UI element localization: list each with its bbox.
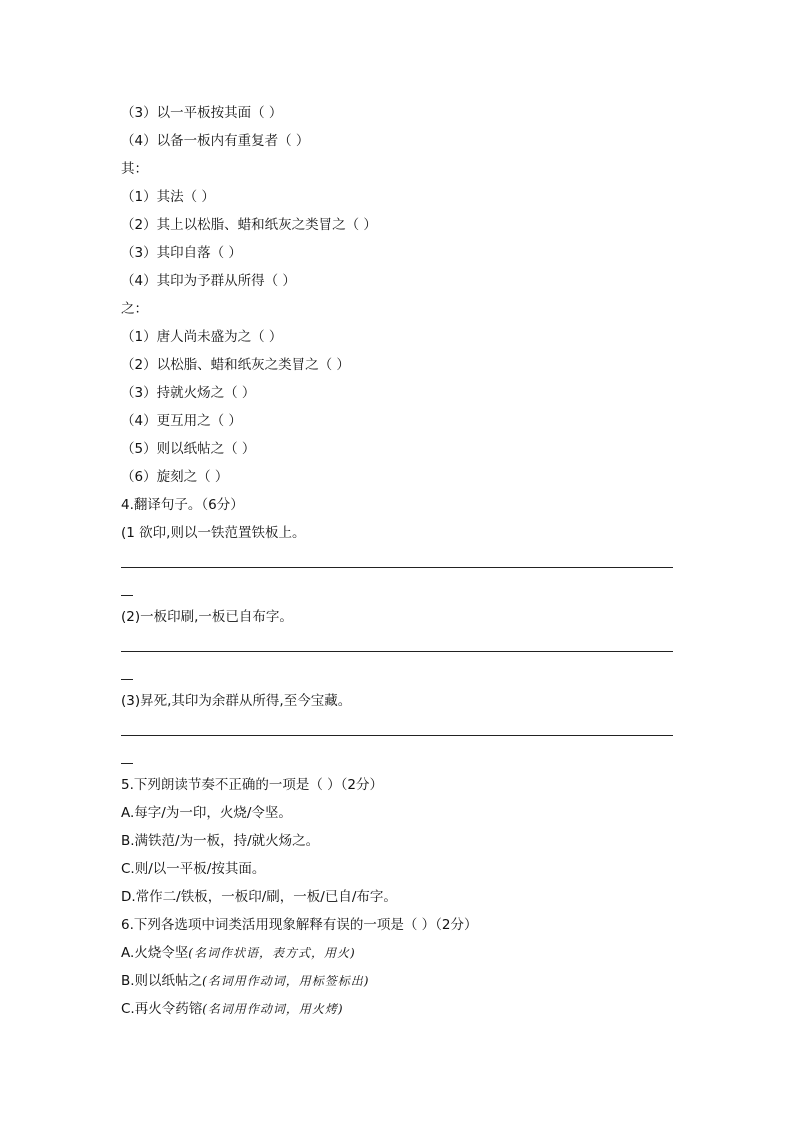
item-qi-2: （2）其上以松脂、蜡和纸灰之类冒之（ ）: [121, 217, 377, 233]
item-zhi-1: （1）唐人尚未盛为之（ ）: [121, 329, 283, 345]
heading-zhi: 之：: [121, 301, 148, 317]
item-zhi-5: （5）则以纸帖之（ ）: [121, 441, 256, 457]
q6-option-a[interactable]: [121, 944, 356, 962]
translate-sentence-1: (1 欲印,则以一铁范置铁板上。: [121, 525, 306, 541]
item-zhi-2: （2）以松脂、蜡和纸灰之类冒之（ ）: [121, 357, 350, 373]
item-yi-3: （3）以一平板按其面（ ）: [121, 105, 283, 121]
q5-option-b[interactable]: B.满铁范/为一板，持/就火炀之。: [121, 833, 320, 849]
q5-option-d[interactable]: D.常作二/铁板，一板印/刷，一板/已自/布字。: [121, 889, 397, 905]
translate-sentence-3: (3)昇死,其印为余群从所得,至今宝藏。: [121, 693, 352, 709]
translate-sentence-2: (2)一板印刷,一板已自布字。: [121, 609, 293, 625]
item-qi-3: （3）其印自落（ ）: [121, 245, 242, 261]
answer-line-2[interactable]: [121, 651, 673, 652]
q5-option-c[interactable]: C.则/以一平板/按其面。: [121, 861, 266, 877]
q6-option-b-note: (名词用作动词，用标签标出): [202, 974, 370, 988]
question-6-stem: 6.下列各选项中词类活用现象解释有误的一项是（ ）（2分）: [121, 917, 478, 933]
question-5-stem: 5.下列朗读节奏不正确的一项是（ ）（2分）: [121, 777, 384, 793]
heading-qi: 其：: [121, 161, 148, 177]
item-zhi-6: （6）旋刻之（ ）: [121, 469, 229, 485]
item-zhi-3: （3）持就火炀之（ ）: [121, 385, 256, 401]
q6-option-a-text: A.火烧令坚: [121, 945, 189, 961]
answer-dash-1: [121, 595, 133, 596]
q6-option-b[interactable]: [121, 972, 369, 990]
item-zhi-4: （4）更互用之（ ）: [121, 413, 242, 429]
answer-dash-2: [121, 679, 133, 680]
q5-option-a[interactable]: A.每字/为一印，火烧/令坚。: [121, 805, 292, 821]
answer-line-1[interactable]: [121, 567, 673, 568]
question-4-stem: 4.翻译句子。（6分）: [121, 497, 244, 513]
q6-option-c[interactable]: [121, 1000, 344, 1018]
item-yi-4: （4）以备一板内有重复者（ ）: [121, 133, 310, 149]
q6-option-b-text: B.则以纸帖之: [121, 973, 203, 989]
item-qi-4: （4）其印为予群从所得（ ）: [121, 273, 296, 289]
q6-option-c-text: C.再火令药镕: [121, 1001, 203, 1017]
item-qi-1: （1）其法（ ）: [121, 189, 215, 205]
answer-dash-3: [121, 763, 133, 764]
q6-option-a-note: (名词作状语，表方式，用火): [188, 946, 356, 960]
answer-line-3[interactable]: [121, 735, 673, 736]
q6-option-c-note: (名词用作动词，用火烤): [202, 1002, 344, 1016]
